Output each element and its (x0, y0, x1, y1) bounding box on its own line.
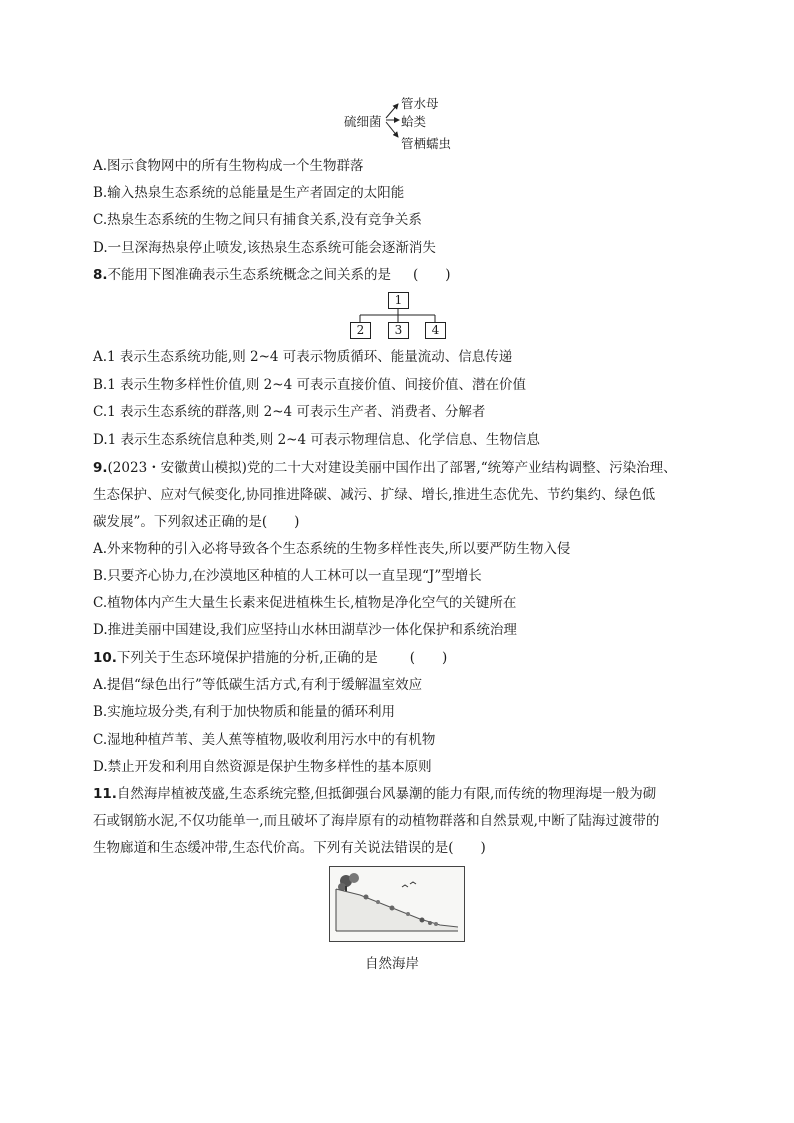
q9-number: 9. (93, 460, 108, 476)
q8-option-a: A.1 表示生态系统功能,则 2~4 可表示物质循环、能量流动、信息传递 (93, 349, 513, 365)
natural-coast-image (329, 866, 465, 942)
food-web-target-2: 蛤类 (401, 114, 427, 129)
q9-stem-line-2: 生态保护、应对气候变化,协同推进降碳、减污、扩绿、增长,推进生态优先、节约集约、绿色低 (93, 487, 656, 503)
concept-box-3: 3 (388, 322, 409, 339)
q11-number: 11. (93, 786, 117, 802)
food-web-target-3: 管栖蠕虫 (401, 136, 452, 151)
food-web-source: 硫细菌 (344, 114, 382, 129)
q8-stem-text: 不能用下图准确表示生态系统概念之间关系的是 (107, 267, 392, 283)
q10-option-b: B.实施垃圾分类,有利于加快物质和能量的循环利用 (93, 704, 396, 720)
q9-stem-text-1: (2023・安徽黄山模拟)党的二十大对建设美丽中国作出了部署,“统筹产业结构调整、污染治理、 (107, 460, 677, 476)
q8-option-d: D.1 表示生态系统信息种类,则 2~4 可表示物理信息、化学信息、生物信息 (93, 432, 540, 448)
q9-option-c: C.植物体内产生大量生长素来促进植株生长,植物是净化空气的关键所在 (93, 595, 517, 611)
q10-number: 10. (93, 650, 117, 666)
q9-option-a: A.外来物种的引入必将导致各个生态系统的生物多样性丧失,所以要严防生物入侵 (93, 541, 571, 557)
q11-stem-line-2: 石或钢筋水泥,不仅功能单一,而且破坏了海岸原有的动植物群落和自然景观,中断了陆海过渡带的 (93, 813, 660, 829)
q8-option-b: B.1 表示生物多样性价值,则 2~4 可表示直接价值、间接价值、潜在价值 (93, 377, 526, 393)
q7-option-c: C.热泉生态系统的生物之间只有捕食关系,没有竞争关系 (93, 212, 422, 228)
q10-option-d: D.禁止开发和利用自然资源是保护生物多样性的基本原则 (93, 759, 432, 775)
q8-answer-paren: ( ) (413, 267, 451, 283)
q7-option-d: D.一旦深海热泉停止喷发,该热泉生态系统可能会逐渐消失 (93, 240, 436, 256)
q7-option-a: A.图示食物网中的所有生物构成一个生物群落 (93, 158, 364, 174)
figure-caption: 自然海岸 (365, 956, 419, 972)
concept-box-4: 4 (425, 322, 446, 339)
q7-option-b: B.输入热泉生态系统的总能量是生产者固定的太阳能 (93, 185, 405, 201)
q8-option-c: C.1 表示生态系统的群落,则 2~4 可表示生产者、消费者、分解者 (93, 404, 486, 420)
concept-box-1: 1 (388, 292, 409, 309)
concept-box-2: 2 (350, 322, 371, 339)
q10-answer-paren: ( ) (409, 650, 448, 666)
q10-stem-text: 下列关于生态环境保护措施的分析,正确的是 (116, 650, 378, 666)
q9-stem-line-3: 碳发展”。下列叙述正确的是( ) (93, 514, 300, 530)
q10-stem (93, 648, 447, 668)
q11-stem-line-1 (93, 784, 656, 804)
q11-stem-text-1: 自然海岸植被茂盛,生态系统完整,但抵御强台风暴潮的能力有限,而传统的物理海堤一般为砌 (116, 786, 657, 802)
q9-option-d: D.推进美丽中国建设,我们应坚持山水林田湖草沙一体化保护和系统治理 (93, 622, 517, 638)
q9-option-b: B.只要齐心协力,在沙漠地区种植的人工林可以一直呈现“J”型增长 (93, 568, 482, 584)
q10-option-a: A.提倡“绿色出行”等低碳生活方式,有利于缓解温室效应 (93, 677, 423, 693)
food-web-target-1: 管水母 (401, 96, 439, 111)
q9-stem-line-1 (93, 458, 677, 478)
q8-number: 8. (93, 267, 108, 283)
q11-stem-line-3: 生物廊道和生态缓冲带,生态代价高。下列有关说法错误的是( ) (93, 840, 486, 856)
q10-option-c: C.湿地种植芦苇、美人蕉等植物,吸收利用污水中的有机物 (93, 732, 436, 748)
